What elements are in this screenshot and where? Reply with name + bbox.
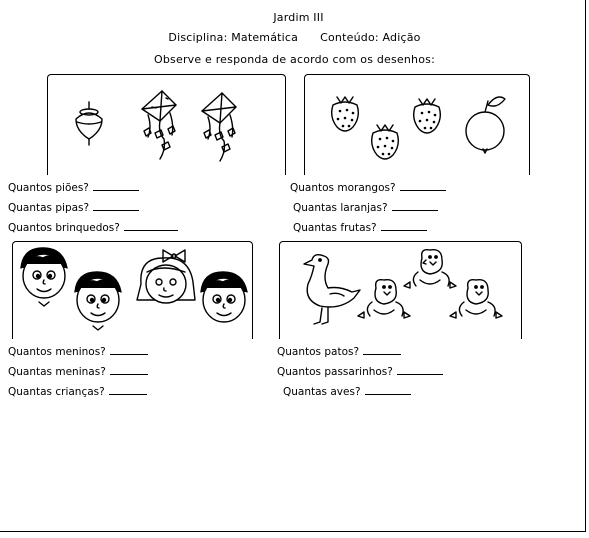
question-kites: Quantas pipas? <box>8 201 139 214</box>
girl-face-icon <box>137 250 195 303</box>
answer-blank[interactable] <box>93 181 139 191</box>
boy-face-icon <box>21 248 67 306</box>
fruits-picture-box <box>304 74 530 175</box>
question-fruits: Quantas frutas? <box>293 221 427 234</box>
boy-face-icon <box>201 272 247 322</box>
answer-blank[interactable] <box>397 365 443 375</box>
question-children: Quantas crianças? <box>8 385 147 398</box>
instruction-text: Observe e responda de acordo com os desenhos: <box>154 53 435 66</box>
answer-blank[interactable] <box>400 181 446 191</box>
question-spinning-tops: Quantos piões? <box>8 181 139 194</box>
answer-blank[interactable] <box>124 221 178 231</box>
kite-icon <box>202 93 236 161</box>
question-oranges: Quantas laranjas? <box>293 201 438 214</box>
subject-line <box>0 31 589 44</box>
chick-icon <box>358 280 410 318</box>
children-picture-box <box>12 241 253 339</box>
question-girls: Quantas meninas? <box>8 365 148 378</box>
strawberry-icon <box>372 125 399 159</box>
answer-blank[interactable] <box>365 385 411 395</box>
question-boys: Quantos meninos? <box>8 345 148 358</box>
chick-icon <box>450 280 502 318</box>
question-little-birds: Quantos passarinhos? <box>277 365 443 378</box>
answer-blank[interactable] <box>392 201 438 211</box>
strawberry-icon <box>414 99 441 133</box>
answer-blank[interactable] <box>381 221 427 231</box>
subject-label: Disciplina: Matemática <box>168 31 299 44</box>
answer-blank[interactable] <box>109 385 147 395</box>
question-ducks: Quantos patos? <box>277 345 401 358</box>
chick-icon <box>404 250 456 288</box>
boy-face-icon <box>75 272 121 330</box>
answer-blank[interactable] <box>363 345 401 355</box>
question-birds: Quantas aves? <box>283 385 411 398</box>
answer-blank[interactable] <box>110 345 148 355</box>
question-toys: Quantos brinquedos? <box>8 221 178 234</box>
answer-blank[interactable] <box>93 201 139 211</box>
orange-icon <box>466 97 505 153</box>
answer-blank[interactable] <box>110 365 148 375</box>
content-label: Conteúdo: Adição <box>320 31 421 44</box>
spinning-top-icon <box>76 102 102 145</box>
toys-picture-box <box>47 74 286 175</box>
strawberry-icon <box>332 97 359 131</box>
page-title: Jardim III <box>273 11 324 24</box>
birds-picture-box <box>279 241 522 339</box>
kite-icon <box>142 91 176 159</box>
duck-icon <box>304 255 360 324</box>
question-strawberries: Quantos morangos? <box>290 181 446 194</box>
